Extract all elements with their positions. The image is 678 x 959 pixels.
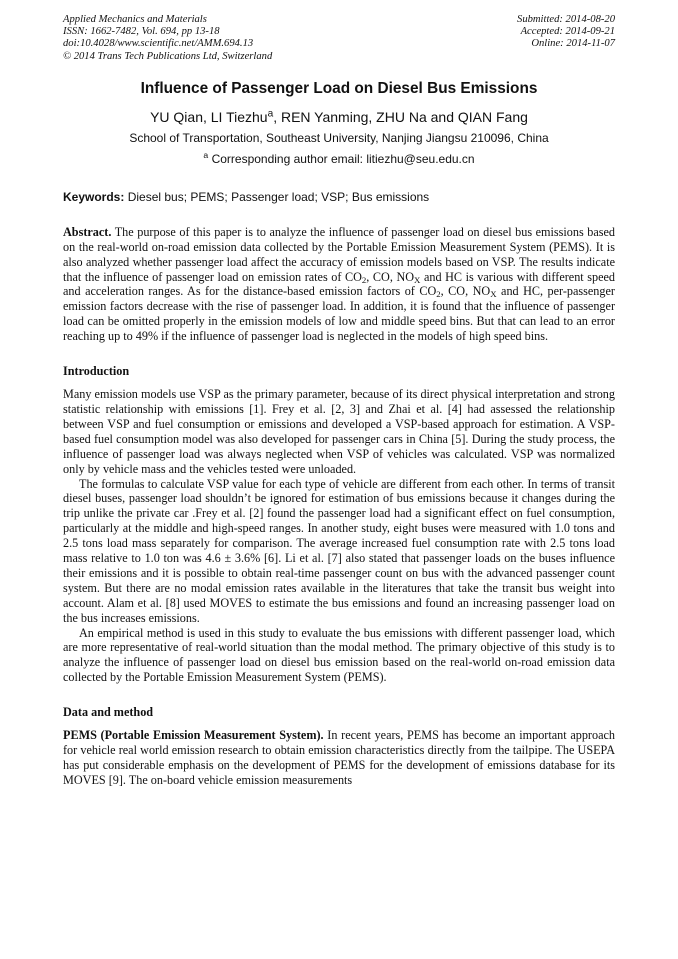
abstract-label: Abstract. [63, 224, 112, 239]
journal-name: Applied Mechanics and Materials [63, 14, 207, 25]
date-accepted: Accepted: 2014-09-21 [520, 26, 615, 38]
abstract-text-1: The purpose of this paper is to analyze the influence of passenger load on diesel bus emissions based on the real-world on-road emission data collected by the Portable Emission Measurement System (PEMS). It is also analyzed whether passenger load affect the accuracy of emission models based on VSP. The results indicate that the influence of passenger load on emission rates of CO [63, 224, 615, 284]
pems-runin-heading: PEMS (Portable Emission Measurement System). [63, 728, 324, 743]
abstract-text-5: and HC, per-passenger emission factors decrease with the rise of passenger load. In addition, it is found that the influence of passenger load can be omitted properly in the emission models of low and middle speed bins. But that can lead to an error reaching up to 49% if the influence of passenger load is neglected in the models of high speed bins. [63, 284, 615, 344]
intro-paragraph-1: Many emission models use VSP as the primary parameter, because of its direct physical interpretation and strong statistic relationship with emissions [1]. Frey et al. [2, 3] and Zhai et al. [4] had assessed the relationship between VSP and fuel consumption or emissions and developed a VSP-based approach for estimation. A VSP-based fuel consumption model was also developed for passenger cars in China [5]. During the study process, the influence of passenger load was always neglected when VSP of vehicles was calculated. VSP was normalized only by vehicle mass and the vehicles tested were unloaded. [63, 387, 615, 476]
journal-header [63, 14, 615, 63]
author-list [63, 108, 615, 126]
author-rest: , REN Yanming, ZHU Na and QIAN Fang [273, 108, 528, 125]
abstract-text-2: , CO, NO [366, 269, 415, 284]
email-text: Corresponding author email: litiezhu@seu.edu.cn [211, 151, 475, 166]
journal-copyright: © 2014 Trans Tech Publications Ltd, Switzerland [63, 50, 273, 62]
keywords-text: Diesel bus; PEMS; Passenger load; VSP; Bus emissions [127, 189, 430, 204]
pems-text: In recent years, PEMS has become an important approach for vehicle real world emission research to obtain emission characteristics directly from the tailpipe. The USEPA has put considerable emphasis on the development of PEMS for the development of emissions database for its MOVES [9]. The on-board vehicle emission measurements [63, 728, 615, 787]
intro-paragraph-2: The formulas to calculate VSP value for each type of vehicle are different from each other. In terms of transit diesel buses, passenger load shouldn’t be ignored for estimation of bus emissions because it changes during the trip unlike the private car .Frey et al. [2] found the passenger load had a significant effect on fuel consumption, particularly at the middle and high-speed ranges. In another study, eight buses were measured with 1.0 tons and 2.5 tons load mass separately for comparison. The average increased fuel consumption rate with 2.5 tons load mass relative to 1.0 ton was 4.6 ± 3.6% [6]. Li et al. [7] also stated that passenger loads on the buses influence their emissions and it is possible to obtain real-time passenger count on bus with the advanced passenger count system. But there are no modal emission rates available in the literatures that take the transit bus weight into account. Alam et al. [8] used MOVES to estimate the bus emissions and found an increasing passenger load on the bus increases emissions. [63, 476, 615, 625]
author-affil-mark: a [267, 108, 274, 120]
abstract-text-3: and HC is various with different speed and acceleration ranges. As for the distance-based emission factors of CO [63, 269, 615, 299]
abstract-text-4: , CO, NO [440, 284, 491, 299]
journal-info [63, 14, 272, 63]
abstract-sub: X [414, 274, 421, 285]
date-submitted: Submitted: 2014-08-20 [517, 14, 615, 25]
keywords-label: Keywords: [63, 189, 125, 204]
intro-paragraph-3: An empirical method is used in this study to evaluate the bus emissions with different passenger load, which are more representative of real-world situation than the modal method. The primary objective of this study is to analyze the influence of passenger load on diesel bus emission based on the real-world on-road emission data collected by the Portable Emission Measurement System (PEMS). [63, 625, 615, 685]
author-first: YU Qian, LI Tiezhu [150, 108, 268, 125]
date-online: Online: 2014-11-07 [531, 38, 615, 50]
abstract-sub: 2 [436, 289, 441, 300]
section-heading-introduction: Introduction [63, 364, 130, 379]
email-mark: a [203, 149, 209, 160]
data-method-paragraph-1 [63, 728, 615, 788]
journal-issn: ISSN: 1662-7482, Vol. 694, pp 13-18 [63, 26, 220, 38]
abstract-sub: X [490, 289, 497, 300]
corresponding-email [63, 149, 615, 167]
publication-dates [517, 14, 615, 63]
journal-doi: doi:10.4028/www.scientific.net/AMM.694.13 [63, 38, 254, 50]
affiliation: School of Transportation, Southeast University, Nanjing Jiangsu 210096, China [129, 130, 549, 145]
paper-title: Influence of Passenger Load on Diesel Bus Emissions [140, 79, 538, 97]
keywords [63, 190, 615, 205]
section-heading-data-method: Data and method [63, 705, 154, 720]
abstract-sub: 2 [361, 274, 367, 285]
abstract [63, 225, 615, 344]
